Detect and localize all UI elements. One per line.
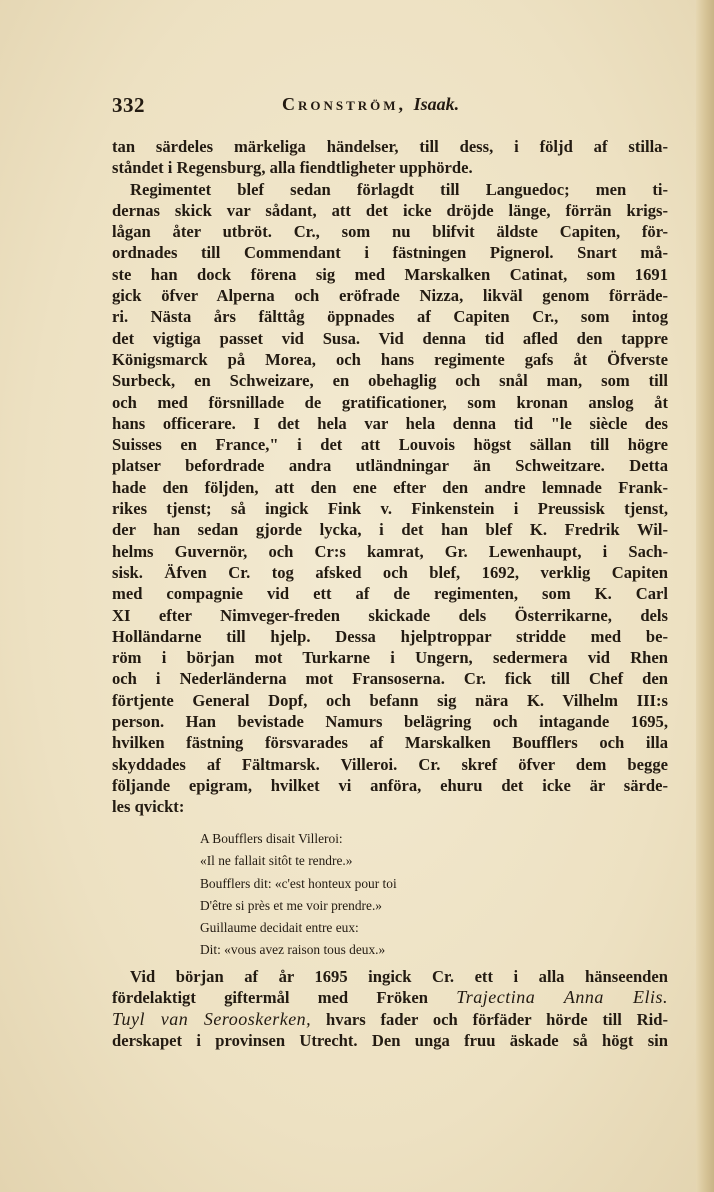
text-line: skyddades af Fältmarsk. Villeroi. Cr. skref öfver dem begge [112, 754, 668, 774]
epigram-line: Guillaume decidait entre eux: [200, 920, 359, 936]
text-line: ståndet i Regensburg, alla fiendtligheter upphörde. [112, 158, 473, 178]
closing-paragraph [112, 966, 668, 1051]
text-line: XI efter Nimveger-freden skickade dels Österrikarne, dels [112, 605, 668, 625]
text-line: rikes tjenst; så ingick Fink v. Finkenstein i Preussisk tjenst, [112, 499, 668, 519]
epigram-line: Boufflers dit: «c'est honteux pour toi [200, 875, 397, 891]
text-line: platser befordrade andra utländningar än Schweitzare. Detta [112, 456, 668, 476]
text-line: Surbeck, en Schweizare, en obehaglig och snål man, som till [112, 371, 668, 391]
text-line: gick öfver Alperna och eröfrade Nizza, likväl genom förräde- [112, 286, 668, 306]
text-line: lågan åter utbröt. Cr., som nu blifvit äldste Capiten, för- [112, 222, 668, 242]
text-line: ri. Nästa års fälttåg öppnades af Capiten Cr., som intog [112, 307, 668, 327]
text-line: Regimentet blef sedan förlagdt till Languedoc; men ti- [130, 179, 668, 199]
running-head-surname: Cronström, [282, 94, 407, 114]
page-number: 332 [112, 93, 145, 117]
text-line: följande epigram, hvilket vi anföra, ehuru det icke är särde- [112, 775, 668, 795]
text-segment: hvars fader och förfäder hörde till Rid- [326, 1009, 668, 1029]
epigram-line: Dit: «vous avez raison tous deux.» [200, 942, 386, 958]
text-line: Vid början af år 1695 ingick Cr. ett i alla hänseenden [130, 967, 668, 986]
epigram-line: «Il ne fallait sitôt te rendre.» [200, 853, 353, 869]
text-line: ordnades till Commendant i fästningen Pignerol. Snart må- [112, 243, 668, 263]
text-segment: fördelaktigt giftermål med Fröken [112, 988, 428, 1008]
text-line: och med försnillade de gratificationer, som kronan anslog åt [112, 392, 668, 412]
text-line: och i Nederländerna mot Fransoserna. Cr. fick till Chef den [112, 669, 668, 689]
text-line: Königsmarck på Morea, och hans regimente gafs åt Öfverste [112, 349, 668, 369]
page-header [112, 93, 672, 117]
text-line: Holländarne till hjelp. Dessa hjelptroppar stridde med be- [112, 626, 668, 646]
text-line: derskapet i provinsen Utrecht. Den unga fruu äskade så högt sin [112, 1030, 668, 1050]
text-line: hvilken fästning försvarades af Marskalken Boufflers och illa [112, 733, 668, 753]
running-head-given-name: Isaak. [413, 94, 460, 114]
text-line: sisk. Äfven Cr. tog afsked och blef, 1692, verklig Capiten [112, 562, 668, 582]
text-line: dernas skick var sådant, att det icke dröjde länge, förrän krigs- [112, 200, 668, 220]
text-line: det vigtiga passet vid Susa. Vid denna tid afled den tappre [112, 328, 668, 348]
text-line: Suisses en France," i det att Louvois högst sällan till högre [112, 435, 668, 455]
running-head [282, 94, 459, 115]
body-text [112, 136, 668, 818]
epigram-line: A Boufflers disait Villeroi: [200, 831, 343, 846]
text-line: tan särdeles märkeliga händelser, till dess, i följd af stilla- [112, 137, 668, 156]
text-line: med compagnie vid ett af de regimenten, som K. Carl [112, 584, 668, 604]
text-line: ste han dock förena sig med Marskalken Catinat, som 1691 [112, 264, 668, 284]
page-edge-shadow [696, 0, 714, 1192]
epigram-line: D'être si près et me voir prendre.» [200, 897, 383, 913]
text-line: hans officerare. I det hela var hela denna tid "le siècle des [112, 413, 668, 433]
text-line: förtjente General Dopf, och befann sig nära K. Vilhelm III:s [112, 690, 668, 710]
text-line: les qvickt: [112, 797, 185, 817]
epigram [200, 828, 520, 962]
text-line: der han sedan gjorde lycka, i det han blef K. Fredrik Wil- [112, 520, 668, 540]
text-line [112, 987, 668, 1008]
text-line [112, 1009, 668, 1030]
italic-name: Tuyl van Serooskerken, [112, 1008, 312, 1029]
text-line: röm i början mot Turkarne i Ungern, sedermera vid Rhen [112, 648, 668, 668]
text-line: hade den följden, att den ene efter den andre lemnade Frank- [112, 477, 668, 497]
text-line: helms Guvernör, och Cr:s kamrat, Gr. Lewenhaupt, i Sach- [112, 541, 668, 561]
italic-name: Trajectina Anna Elis. [456, 987, 668, 1008]
text-line: person. Han bevistade Namurs belägring och intagande 1695, [112, 712, 668, 732]
